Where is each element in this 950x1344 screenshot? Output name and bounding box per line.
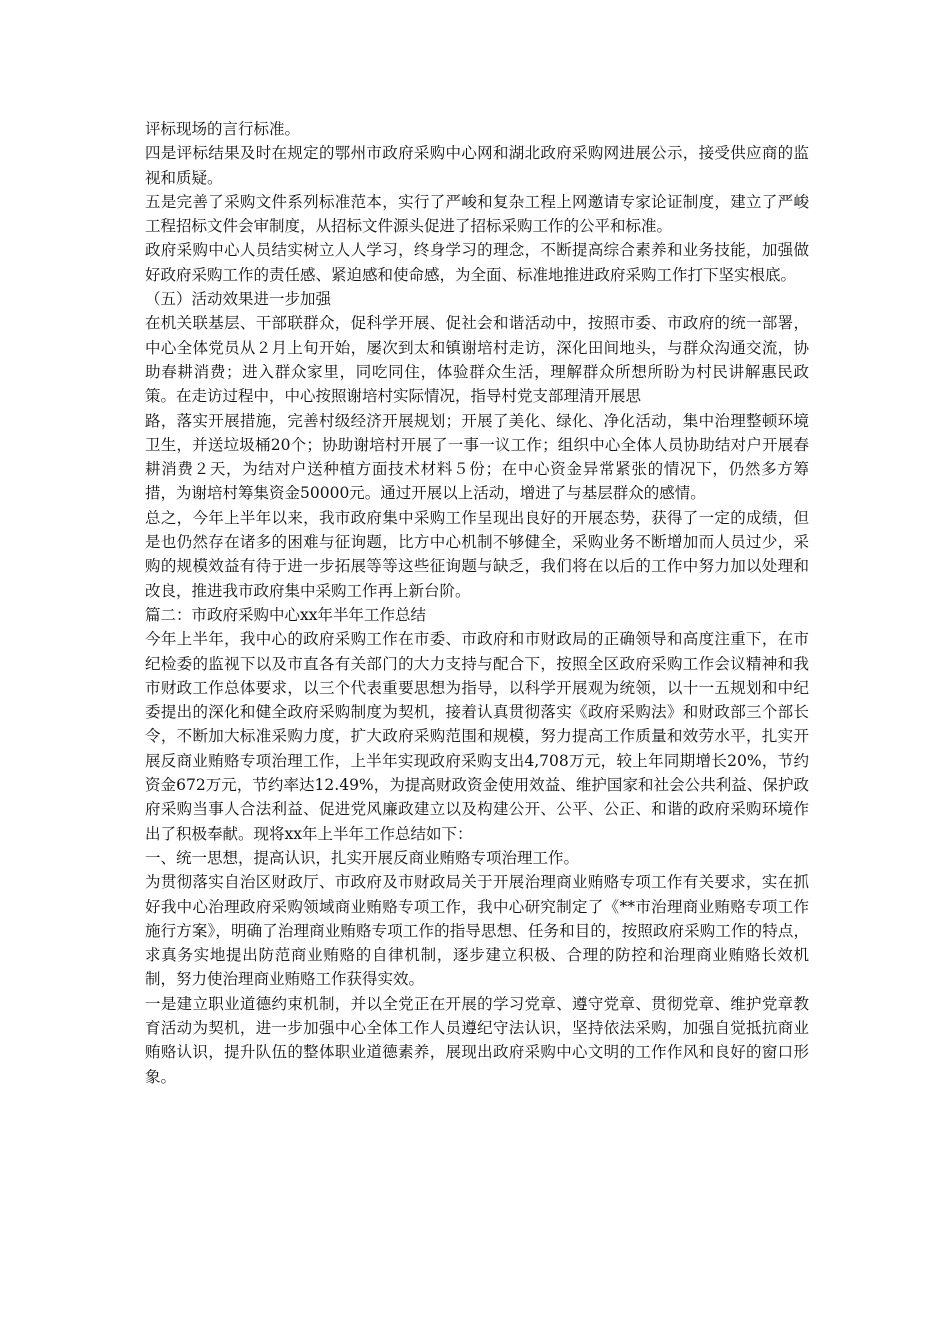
paragraph-7: 路，落实开展措施，完善村级经济开展规划；开展了美化、绿化、净化活动，集中治理整顿环境卫生，并送垃圾桶20个；协助谢培村开展了一事一议工作；组织中心全体人员协助结对户开展春耕消费２天，为结对户送种植方面技术材料５份；在中心资金异常紧张的情况下，仍然多方筹措，为谢培村筹集资金50000元。通过开展以上活动，增进了与基层群众的感情。 <box>145 411 809 503</box>
paragraph-8: 总之，今年上半年以来，我市政府集中采购工作呈现出良好的开展态势，获得了一定的成绩，但是也仍然存在诸多的困难与征询题，比方中心机制不够健全，采购业务不断增加而人员过少，采购的规模效益有待于进一步拓展等等这些征询题与缺乏，我们将在以后的工作中努力加以处理和改良，推进我市政府集中采购工作再上新台阶。 <box>145 508 809 600</box>
chapter-heading-2: 篇二：市政府采购中心xx年半年工作总结 <box>145 605 426 624</box>
paragraph-1: 评标现场的言行标准。 <box>145 120 301 138</box>
paragraph-13: 一是建立职业道德约束机制，并以全党正在开展的学习党章、遵守党章、贯彻党章、维护党章教育活动为契机，进一步加强中心全体工作人员遵纪守法认识，坚持依法采购，加强自觉抵抗商业贿赂认识，提升队伍的整体职业道德素养，展现出政府采购中心文明的工作作风和良好的窗口形象。 <box>145 994 809 1086</box>
paragraph-12: 为贯彻落实自治区财政厅、市政府及市财政局关于开展治理商业贿赂专项工作有关要求，实在抓好我中心治理政府采购领域商业贿赂专项工作，我中心研究制定了《**市治理商业贿赂专项工作施行方案》，明确了治理商业贿赂专项工作的指导思想、任务和目的，按照政府采购工作的特点，求真务实地提出防范商业贿赂的自律机制，逐步建立积极、合理的防控和治理商业贿赂长效机制，努力使治理商业贿赂工作获得实效。 <box>145 873 809 989</box>
section-heading-1: 一、统一思想，提高认识，扎实开展反商业贿赂专项治理工作。 <box>145 848 580 867</box>
section-heading-5: （五）活动效果进一步加强 <box>145 290 332 309</box>
paragraph-6: 在机关联基层、干部联群众，促科学开展、促社会和谐活动中，按照市委、市政府的统一部署，中心全体党员从２月上旬开始，屡次到太和镇谢培村走访，深化田间地头，与群众沟通交流，协助春耕消费；进入群众家里，同吃同住，体验群众生活，理解群众所想所盼为村民讲解惠民政策。在走访过程中，中心按照谢培村实际情况，指导村党支部理清开展思 <box>145 314 809 406</box>
paragraph-2: 四是评标结果及时在规定的鄂州市政府采购中心网和湖北政府采购网进展公示，接受供应商的监视和质疑。 <box>145 144 809 187</box>
paragraph-3: 五是完善了采购文件系列标准范本，实行了严峻和复杂工程上网邀请专家论证制度，建立了严峻工程招标文件会审制度，从招标文件源头促进了招标采购工作的公平和标准。 <box>145 192 809 236</box>
document-body <box>145 117 809 1089</box>
paragraph-10: 今年上半年，我中心的政府采购工作在市委、市政府和市财政局的正确领导和高度注重下，在市纪检委的监视下以及市直各有关部门的大力支持与配合下，按照全区政府采购工作会议精神和我市财政工作总体要求，以三个代表重要思想为指导，以科学开展观为统领，以十一五规划和中纪委提出的深化和健全政府采购制度为契机，接着认真贯彻落实《政府采购法》和财政部三个部长令，不断加大标准采购力度，扩大政府采购范围和规模，努力提高工作质量和效劳水平，扎实开展反商业贿赂专项治理工作，上半年实现政府采购支出4,708万元，较上年同期增长20%，节约资金672万元，节约率达12.49%，为提高财政资金使用效益、维护国家和社会公共利益、保护政府采购当事人合法利益、促进党风廉政建立以及构建公开、公平、公正、和谐的政府采购环境作出了积极奉献。现将xx年上半年工作总结如下： <box>145 630 809 843</box>
paragraph-4: 政府采购中心人员结实树立人人学习，终身学习的理念，不断提高综合素养和业务技能，加强做好政府采购工作的责任感、紧迫感和使命感，为全面、标准地推进政府采购工作打下坚实根底。 <box>145 241 809 284</box>
